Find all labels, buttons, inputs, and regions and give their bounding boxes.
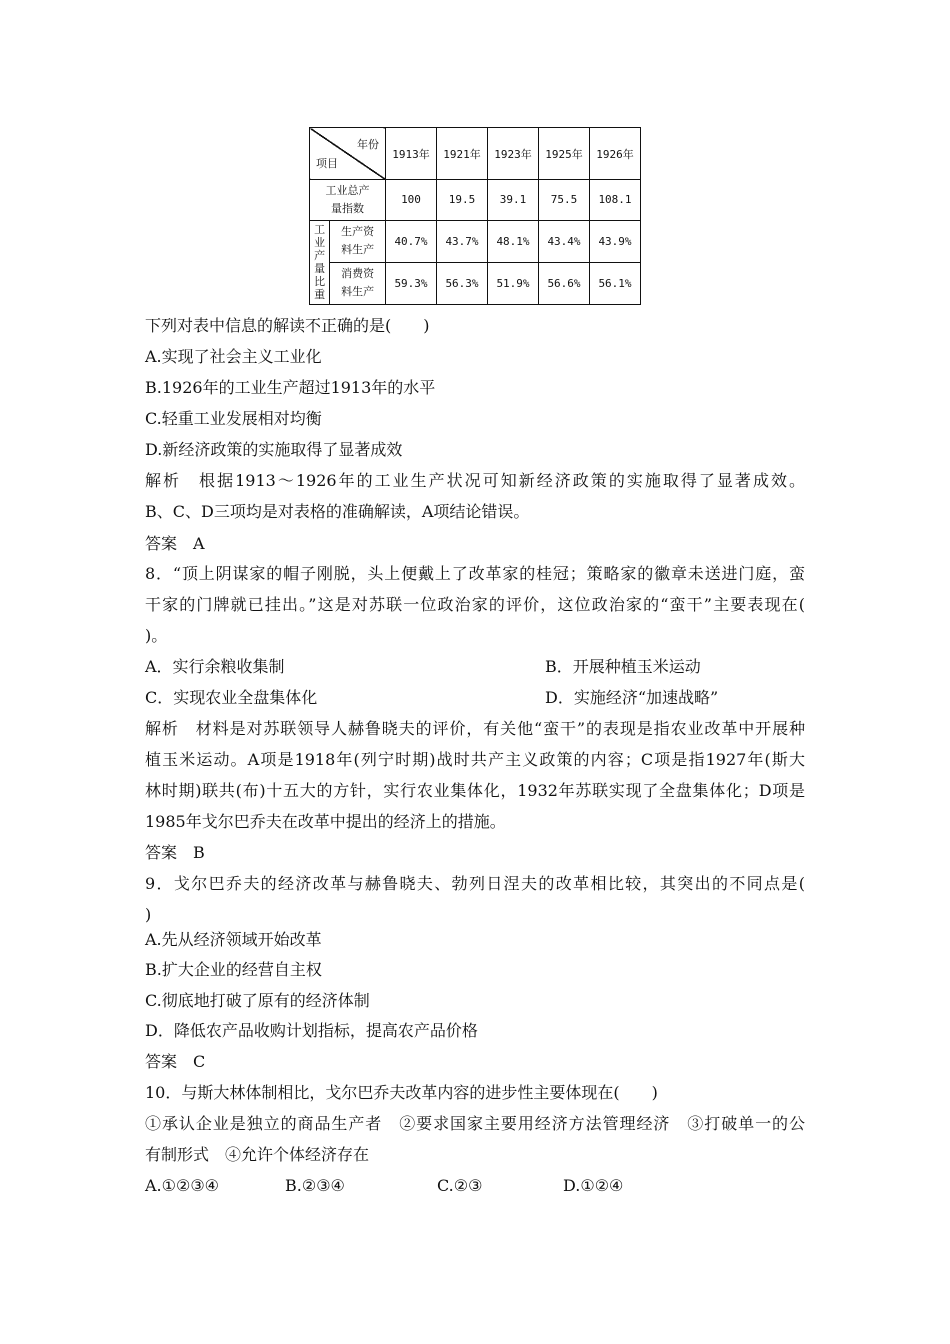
q10-option-c: C.②③	[437, 1176, 483, 1195]
q8-stem-line: 干家的门牌就已挂出。”这是对苏联一位政治家的评价，这位政治家的“蛮干”主要表现在(	[145, 595, 805, 614]
q7-option-d: D.新经济政策的实施取得了显著成效	[145, 440, 403, 459]
q8-analysis-line: 1985年戈尔巴乔夫在改革中提出的经济上的措施。	[145, 812, 506, 831]
table-cell: 39.1	[488, 180, 539, 220]
table-cell: 43.7%	[437, 220, 488, 262]
q8-answer: 答案 B	[145, 843, 205, 862]
row-label-production-means: 生产资 料生产	[330, 220, 386, 262]
q7-option-b: B.1926年的工业生产超过1913年的水平	[145, 378, 436, 397]
q7-answer: 答案 A	[145, 534, 205, 553]
table-cell: 56.3%	[437, 262, 488, 304]
industry-stats-table	[309, 127, 641, 305]
table-cell: 56.6%	[539, 262, 590, 304]
q8-option-c: C．实现农业全盘集体化	[145, 688, 318, 707]
q8-option-b: B．开展种植玉米运动	[545, 657, 701, 676]
q9-stem-line: )	[145, 905, 152, 924]
q9-option-a: A.先从经济领域开始改革	[145, 930, 322, 949]
q9-option-b: B.扩大企业的经营自主权	[145, 960, 322, 979]
row-label-total-index: 工业总产 量指数	[310, 180, 386, 220]
q7-option-a: A.实现了社会主义工业化	[145, 347, 322, 366]
q7-option-c: C.轻重工业发展相对均衡	[145, 409, 322, 428]
q7-analysis-line: B、C、D三项均是对表格的准确解读，A项结论错误。	[145, 502, 530, 521]
table-corner-header	[310, 128, 386, 180]
q8-option-a: A．实行余粮收集制	[145, 657, 285, 676]
q9-answer: 答案 C	[145, 1052, 206, 1071]
q8-analysis-line: 解析 材料是对苏联领导人赫鲁晓夫的评价，有关他“蛮干”的表现是指农业改革中开展种	[145, 719, 805, 738]
table-cell: 51.9%	[488, 262, 539, 304]
table-cell: 108.1	[590, 180, 641, 220]
q9-stem-line: 9．戈尔巴乔夫的经济改革与赫鲁晓夫、勃列日涅夫的改革相比较，其突出的不同点是(	[145, 874, 805, 893]
q7-analysis-line: 解析 根据1913～1926年的工业生产状况可知新经济政策的实施取得了显著成效。	[145, 471, 805, 490]
q10-items-line: ①承认企业是独立的商品生产者 ②要求国家主要用经济方法管理经济 ③打破单一的公	[145, 1114, 805, 1133]
table-cell: 40.7%	[386, 220, 437, 262]
q10-items-line: 有制形式 ④允许个体经济存在	[145, 1145, 370, 1164]
q10-stem: 10．与斯大林体制相比，戈尔巴乔夫改革内容的进步性主要体现在( )	[145, 1083, 658, 1102]
q8-analysis-line: 林时期)联共(布)十五大的方针，实行农业集体化，1932年苏联实现了全盘集体化；D项是	[145, 781, 805, 800]
q9-option-c: C.彻底地打破了原有的经济体制	[145, 991, 370, 1010]
q8-analysis-line: 植玉米运动。A项是1918年(列宁时期)战时共产主义政策的内容；C项是指1927年(斯大	[145, 750, 805, 769]
corner-item-label: 项目	[316, 157, 338, 171]
year-header: 1913年	[386, 128, 437, 180]
table-cell: 56.1%	[590, 262, 641, 304]
q7-stem: 下列对表中信息的解读不正确的是( )	[145, 316, 430, 335]
table-cell: 59.3%	[386, 262, 437, 304]
q10-option-d: D.①②④	[563, 1176, 624, 1195]
corner-year-label: 年份	[357, 138, 379, 151]
q8-stem-line: 8．“顶上阴谋家的帽子刚脱，头上便戴上了改革家的桂冠；策略家的徽章未送进门庭，蛮	[145, 564, 805, 583]
table-cell: 19.5	[437, 180, 488, 220]
q8-stem-line: )。	[145, 626, 168, 645]
q8-option-d: D．实施经济“加速战略”	[545, 688, 719, 707]
row-group-label: 工业产量比重	[310, 220, 330, 305]
q10-option-a: A.①②③④	[145, 1176, 220, 1195]
q9-option-d: D．降低农产品收购计划指标，提高农产品价格	[145, 1021, 478, 1040]
q10-option-b: B.②③④	[285, 1176, 345, 1195]
year-header: 1926年	[590, 128, 641, 180]
table-cell: 100	[386, 180, 437, 220]
table-cell: 43.9%	[590, 220, 641, 262]
table-cell: 48.1%	[488, 220, 539, 262]
year-header: 1925年	[539, 128, 590, 180]
table-cell: 43.4%	[539, 220, 590, 262]
year-header: 1923年	[488, 128, 539, 180]
row-label-consumer-goods: 消费资 料生产	[330, 262, 386, 304]
table-cell: 75.5	[539, 180, 590, 220]
year-header: 1921年	[437, 128, 488, 180]
